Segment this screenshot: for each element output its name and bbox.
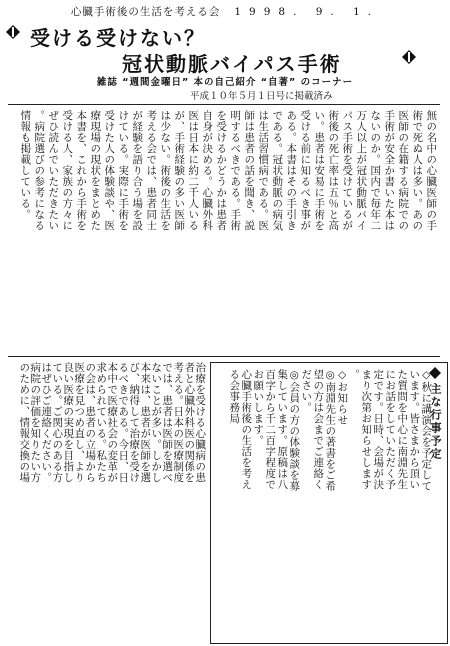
text-column: 病院の評価を知りたい方 xyxy=(29,362,42,483)
headline-line1: 受ける受けない？ xyxy=(30,26,206,50)
text-column: は生活習慣病である。医 xyxy=(257,110,270,231)
publication-note: 平成１０年５月１日号に掲載済み xyxy=(190,91,333,102)
text-column: パス手術を受けているが xyxy=(341,110,354,231)
text-column: 師は患者の話を聞き、説 xyxy=(243,110,256,231)
text-column: た質問を中心に南淵先生 xyxy=(396,369,409,490)
text-column: 情報も掲載している。 xyxy=(19,110,32,220)
events-box xyxy=(210,362,448,644)
text-column: い。患者は安易に手術を xyxy=(313,110,326,231)
text-column: 万人以上が冠状動脈バイ xyxy=(355,110,368,231)
newsletter-header xyxy=(0,4,450,19)
text-column: 本書を、これから手術を xyxy=(75,110,88,231)
diamond-ornament-icon xyxy=(6,25,20,39)
text-column: 本中で医療社会の変革が xyxy=(106,362,119,483)
text-column: 心臓手術後の生活を考え xyxy=(240,369,253,490)
text-column: 本来は、患者が医師を選 xyxy=(139,362,152,483)
text-column: 。病院選びの参考になる xyxy=(33,110,46,231)
section-divider xyxy=(8,356,440,357)
text-column: 療現場の現状をまとめた xyxy=(89,110,102,231)
text-column: ある。本書はその手引き xyxy=(285,110,298,231)
headline-line2: 冠状動脈バイパス手術 xyxy=(122,52,342,76)
text-column: にお話をしていただく予 xyxy=(384,369,397,490)
association-name: 心臓手術後の生活を考える会 xyxy=(70,6,221,18)
text-column: ないことが多い。しかし xyxy=(150,362,163,483)
text-column: 術で死ぬ人は多い。あの xyxy=(411,110,424,231)
events-title: 主な行事予定 xyxy=(429,383,442,461)
text-column: ている。ご関心のある方 xyxy=(51,362,64,483)
text-column: 。 xyxy=(348,369,361,380)
text-column: が、手術経験の多い医師 xyxy=(173,110,186,231)
magazine-note: 雑誌 “週間金曜日” 本の自己紹介 “自著” のコーナー xyxy=(96,77,354,88)
text-column: 術後の死亡率は五％と高 xyxy=(327,110,340,231)
text-column: ないのか。国内で毎年二 xyxy=(369,110,382,231)
text-column: を受けるかどうかは患者 xyxy=(215,110,228,231)
text-column: ◇お知らせ xyxy=(336,369,349,426)
text-column: お願いします。 xyxy=(252,369,265,446)
diamond-ornament-icon xyxy=(402,50,416,64)
text-column: 考える会では、患者同士 xyxy=(145,110,158,231)
text-column: ◎南淵先生の著書をご希 xyxy=(324,369,337,492)
text-column: 無の名中の心臓医師の手 xyxy=(425,110,438,231)
text-column: 手術が安全か書いた本は xyxy=(383,110,396,231)
text-column: では、患者は医師を選べ xyxy=(161,362,174,483)
text-column: 受ける前に知るべき事が xyxy=(299,110,312,231)
text-column: ◎会員の方の体験談を募 xyxy=(288,369,301,492)
text-column: 求められている。私たち xyxy=(95,362,108,483)
text-column: 望の方は会までご連絡く xyxy=(312,369,325,490)
text-column: まり次第お知らせします xyxy=(360,369,373,490)
text-column: 受ける人、家族の方々に xyxy=(61,110,74,231)
text-column: が経験を語り合う場を設 xyxy=(131,110,144,231)
text-column: る会事務局 xyxy=(228,369,241,424)
text-column: 医は日本に約二千人いる xyxy=(187,110,200,231)
text-column: 百字から千二百字程度で xyxy=(264,369,277,490)
text-column: ◇秋に講演会を予定して xyxy=(420,369,433,492)
issue-date: 1998. 9. 1. xyxy=(234,6,380,18)
text-column: ださい。 xyxy=(300,369,313,413)
text-column: である。冠状動脈の病気 xyxy=(271,110,284,231)
text-column: けている。実際に手術を xyxy=(117,110,130,231)
text-column: 集しています。原稿は八 xyxy=(276,369,289,490)
text-column: の会は、患者の立場から xyxy=(84,362,97,483)
text-column: び、納得して治療を受け xyxy=(128,362,141,483)
text-column: 明するべきである。手術 xyxy=(229,110,242,231)
text-column: 良い医療の実現を目指し xyxy=(62,362,75,483)
text-column: 定です。日時、会場が決 xyxy=(372,369,385,490)
text-column: 医療を見つめ直し、より xyxy=(73,362,86,483)
text-column: 受けた人の体験談や、医 xyxy=(103,110,116,231)
text-column: はぜひご連絡ください。 xyxy=(40,362,53,483)
text-column: 医師の在籍する病院での xyxy=(397,110,410,231)
text-column: るべきである。今日、日 xyxy=(117,362,130,483)
text-column: 自身が決める。心臓外科 xyxy=(201,110,214,231)
text-column: 者と心臓外科医の関係を xyxy=(183,362,196,483)
text-column: 考える。日本の医療制度 xyxy=(172,362,185,483)
text-column: は少ない。術後の生活を xyxy=(159,110,172,231)
text-column: のために、情報交換の場 xyxy=(18,362,31,483)
text-column: 治療を受ける心臓病の患 xyxy=(194,362,207,483)
text-column: ぜひ読んでいただきたい xyxy=(47,110,60,231)
text-column: います。皆さまから頂い xyxy=(408,369,421,490)
